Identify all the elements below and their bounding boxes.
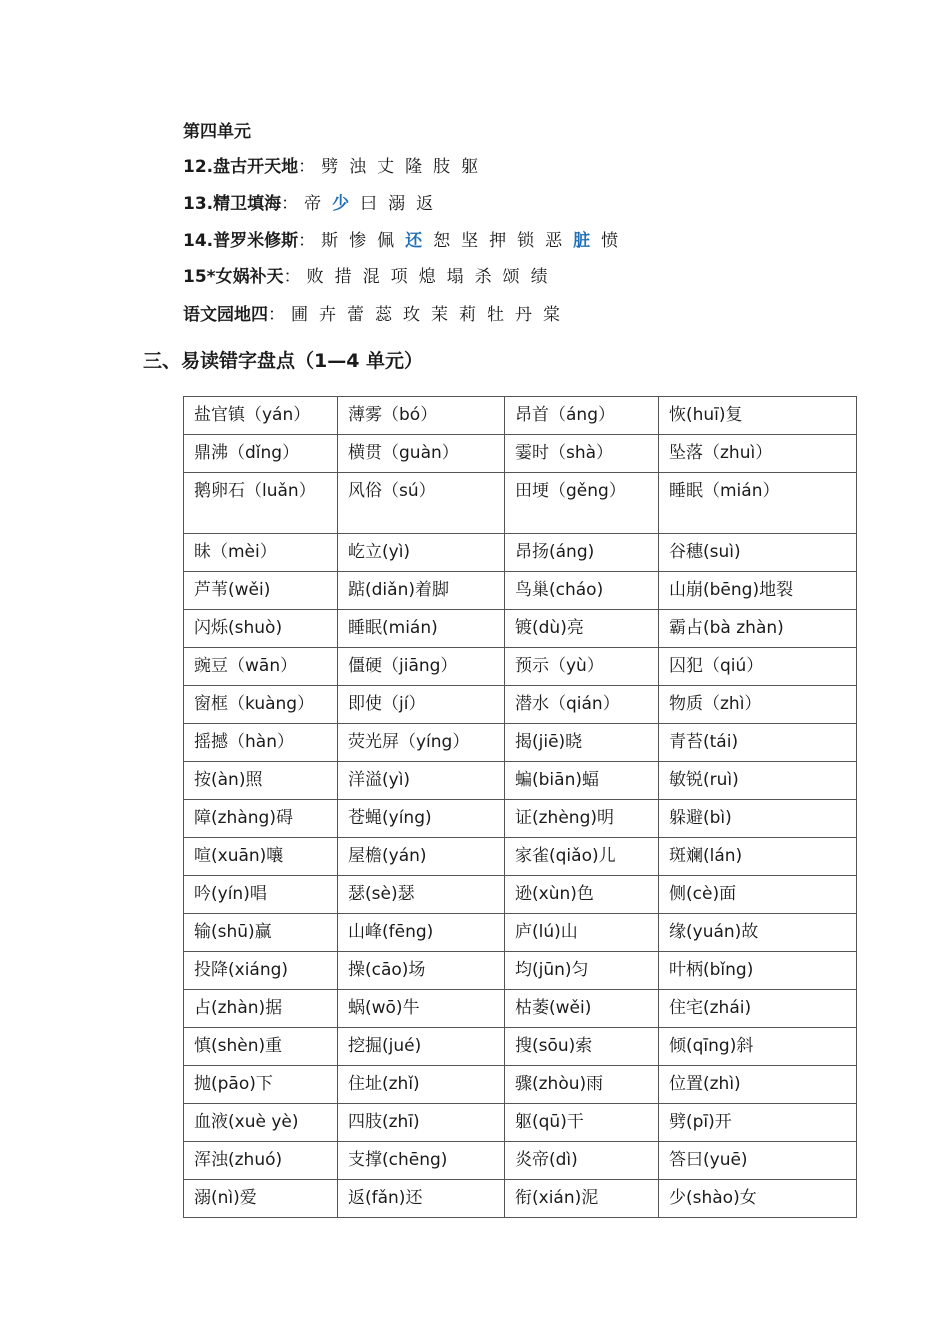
table-cell: 横贯（guàn）: [338, 435, 505, 473]
table-cell: 霸占(bà zhàn): [659, 610, 857, 648]
table-cell: 吟(yín)唱: [184, 876, 338, 914]
lesson-title: 12.盘古开天地: [183, 157, 299, 177]
table-row: [184, 610, 857, 648]
lesson-character: 杀: [474, 267, 492, 287]
lesson-row: [183, 226, 629, 251]
lesson-character: 莉: [459, 305, 476, 325]
table-cell: 田埂（gěng）: [505, 473, 659, 534]
table-cell: 鼎沸（dǐng）: [184, 435, 338, 473]
table-cell: 昧（mèi）: [184, 534, 338, 572]
table-cell: 蝙(biān)蝠: [505, 762, 659, 800]
table-cell: 苍蝇(yíng): [338, 800, 505, 838]
table-cell: 炎帝(dì): [505, 1142, 659, 1180]
lesson-character: 劈: [321, 157, 339, 177]
lesson-character: 圃: [291, 305, 308, 325]
table-row: [184, 534, 857, 572]
table-cell: 屋檐(yán): [338, 838, 505, 876]
table-cell: 囚犯（qiú）: [659, 648, 857, 686]
lesson-character: 措: [334, 267, 352, 287]
lesson-row: [183, 300, 571, 325]
table-row: [184, 952, 857, 990]
table-cell: 庐(lú)山: [505, 914, 659, 952]
lesson-title: 13.精卫填海: [183, 194, 282, 214]
table-cell: 风俗（sú）: [338, 473, 505, 534]
table-cell: 少(shào)女: [659, 1180, 857, 1218]
table-row: [184, 1104, 857, 1142]
lesson-character: 佩: [377, 231, 395, 251]
table-cell: 昂首（áng）: [505, 397, 659, 435]
lesson-character: 混: [362, 267, 380, 287]
table-cell: 鸟巢(cháo): [505, 572, 659, 610]
table-row: [184, 473, 857, 534]
table-row: [184, 838, 857, 876]
lesson-character: 溺: [388, 194, 406, 214]
table-cell: 搜(sōu)索: [505, 1028, 659, 1066]
lesson-character: 熄: [418, 267, 436, 287]
lesson-character: 恶: [545, 231, 563, 251]
table-cell: 恢(huī)复: [659, 397, 857, 435]
table-cell: 薄雾（bó）: [338, 397, 505, 435]
lesson-row: [183, 152, 489, 177]
table-cell: 潜水（qián）: [505, 686, 659, 724]
lesson-character: 丹: [515, 305, 532, 325]
table-cell: 均(jūn)匀: [505, 952, 659, 990]
lesson-character: 蕾: [347, 305, 364, 325]
table-cell: 山崩(bēng)地裂: [659, 572, 857, 610]
table-cell: 支撑(chēng): [338, 1142, 505, 1180]
words-table: [183, 396, 857, 1218]
table-row: [184, 1142, 857, 1180]
table-cell: 按(àn)照: [184, 762, 338, 800]
lesson-character: 坚: [461, 231, 479, 251]
table-cell: 慎(shèn)重: [184, 1028, 338, 1066]
table-cell: 僵硬（jiāng）: [338, 648, 505, 686]
lesson-title: 15*女娲补天: [183, 267, 284, 287]
table-row: [184, 1066, 857, 1104]
table-row: [184, 648, 857, 686]
table-cell: 四肢(zhī): [338, 1104, 505, 1142]
table-row: [184, 724, 857, 762]
table-row: [184, 686, 857, 724]
lesson-row: [183, 189, 444, 214]
table-cell: 障(zhàng)碍: [184, 800, 338, 838]
table-cell: 睡眠(mián): [338, 610, 505, 648]
table-row: [184, 1028, 857, 1066]
table-cell: 输(shū)赢: [184, 914, 338, 952]
lesson-character: 项: [390, 267, 408, 287]
lesson-character: 浊: [349, 157, 367, 177]
lesson-character: 躯: [461, 157, 479, 177]
table-row: [184, 990, 857, 1028]
lesson-character: 隆: [405, 157, 423, 177]
table-cell: 逊(xùn)色: [505, 876, 659, 914]
table-cell: 踮(diǎn)着脚: [338, 572, 505, 610]
lesson-separator: ：: [281, 194, 299, 214]
table-cell: 骤(zhòu)雨: [505, 1066, 659, 1104]
lesson-character: 卉: [319, 305, 336, 325]
lesson-character: 牡: [487, 305, 504, 325]
lesson-character: 押: [489, 231, 507, 251]
lesson-character: 塌: [446, 267, 464, 287]
table-cell: 侧(cè)面: [659, 876, 857, 914]
lesson-character: 返: [416, 194, 434, 214]
table-cell: 谷穗(suì): [659, 534, 857, 572]
lesson-separator: ：: [268, 305, 285, 325]
lesson-character: 颂: [502, 267, 520, 287]
table-cell: 鹅卵石（luǎn）: [184, 473, 338, 534]
table-cell: 操(cāo)场: [338, 952, 505, 990]
table-cell: 预示（yù）: [505, 648, 659, 686]
table-cell: 坠落（zhuì）: [659, 435, 857, 473]
table-cell: 枯萎(wěi): [505, 990, 659, 1028]
lesson-character: 棠: [543, 305, 560, 325]
table-cell: 屹立(yì): [338, 534, 505, 572]
table-cell: 血液(xuè yè): [184, 1104, 338, 1142]
lesson-separator: ：: [298, 157, 316, 177]
table-cell: 浑浊(zhuó): [184, 1142, 338, 1180]
table-cell: 抛(pāo)下: [184, 1066, 338, 1104]
table-cell: 敏锐(ruì): [659, 762, 857, 800]
table-row: [184, 397, 857, 435]
table-row: [184, 914, 857, 952]
lesson-character: 曰: [360, 194, 378, 214]
table-cell: 衔(xián)泥: [505, 1180, 659, 1218]
lesson-character: 玫: [403, 305, 420, 325]
table-cell: 投降(xiáng): [184, 952, 338, 990]
table-cell: 蜗(wō)牛: [338, 990, 505, 1028]
lesson-character: 斯: [321, 231, 339, 251]
lesson-character: 丈: [377, 157, 395, 177]
lesson-character: 锁: [517, 231, 535, 251]
table-row: [184, 762, 857, 800]
section-title: 三、易读错字盘点（1—4 单元）: [143, 350, 424, 372]
lesson-title: 语文园地四: [183, 305, 268, 325]
table-cell: 位置(zhì): [659, 1066, 857, 1104]
lesson-character: 脏: [573, 231, 591, 251]
table-cell: 芦苇(wěi): [184, 572, 338, 610]
lesson-character: 帝: [304, 194, 322, 214]
table-cell: 喧(xuān)嚷: [184, 838, 338, 876]
table-cell: 即使（jí）: [338, 686, 505, 724]
table-cell: 睡眠（mián）: [659, 473, 857, 534]
lesson-character: 败: [306, 267, 324, 287]
table-cell: 住址(zhǐ): [338, 1066, 505, 1104]
lesson-character: 少: [332, 194, 350, 214]
unit-title: 第四单元: [183, 122, 251, 142]
lesson-character: 愤: [601, 231, 619, 251]
table-row: [184, 876, 857, 914]
table-cell: 荧光屏（yíng）: [338, 724, 505, 762]
lesson-character: 蕊: [375, 305, 392, 325]
table-cell: 镀(dù)亮: [505, 610, 659, 648]
table-cell: 劈(pī)开: [659, 1104, 857, 1142]
table-cell: 缘(yuán)故: [659, 914, 857, 952]
table-cell: 住宅(zhái): [659, 990, 857, 1028]
table-cell: 闪烁(shuò): [184, 610, 338, 648]
lesson-title: 14.普罗米修斯: [183, 231, 299, 251]
table-cell: 洋溢(yì): [338, 762, 505, 800]
table-cell: 倾(qīng)斜: [659, 1028, 857, 1066]
table-cell: 揭(jiē)晓: [505, 724, 659, 762]
table-cell: 返(fǎn)还: [338, 1180, 505, 1218]
table-cell: 窗框（kuàng）: [184, 686, 338, 724]
lesson-character: 绩: [530, 267, 548, 287]
table-cell: 豌豆（wān）: [184, 648, 338, 686]
table-row: [184, 800, 857, 838]
table-cell: 霎时（shà）: [505, 435, 659, 473]
table-cell: 家雀(qiǎo)儿: [505, 838, 659, 876]
table-cell: 盐官镇（yán）: [184, 397, 338, 435]
table-cell: 摇撼（hàn）: [184, 724, 338, 762]
table-cell: 青苔(tái): [659, 724, 857, 762]
table-cell: 躯(qū)干: [505, 1104, 659, 1142]
lesson-character: 恕: [433, 231, 451, 251]
table-cell: 叶柄(bǐng): [659, 952, 857, 990]
lesson-row: [183, 262, 559, 287]
lesson-character: 茉: [431, 305, 448, 325]
lesson-separator: ：: [283, 267, 301, 287]
lesson-character: 肢: [433, 157, 451, 177]
lesson-separator: ：: [298, 231, 316, 251]
table-cell: 瑟(sè)瑟: [338, 876, 505, 914]
table-cell: 溺(nì)爱: [184, 1180, 338, 1218]
table-cell: 山峰(fēng): [338, 914, 505, 952]
table-cell: 躲避(bì): [659, 800, 857, 838]
table-cell: 物质（zhì）: [659, 686, 857, 724]
table-cell: 挖掘(jué): [338, 1028, 505, 1066]
table-cell: 答曰(yuē): [659, 1142, 857, 1180]
table-row: [184, 1180, 857, 1218]
table-row: [184, 572, 857, 610]
lesson-character: 惨: [349, 231, 367, 251]
lesson-character: 还: [405, 231, 423, 251]
table-cell: 昂扬(áng): [505, 534, 659, 572]
table-cell: 证(zhèng)明: [505, 800, 659, 838]
table-cell: 占(zhàn)据: [184, 990, 338, 1028]
table-row: [184, 435, 857, 473]
table-cell: 斑斓(lán): [659, 838, 857, 876]
